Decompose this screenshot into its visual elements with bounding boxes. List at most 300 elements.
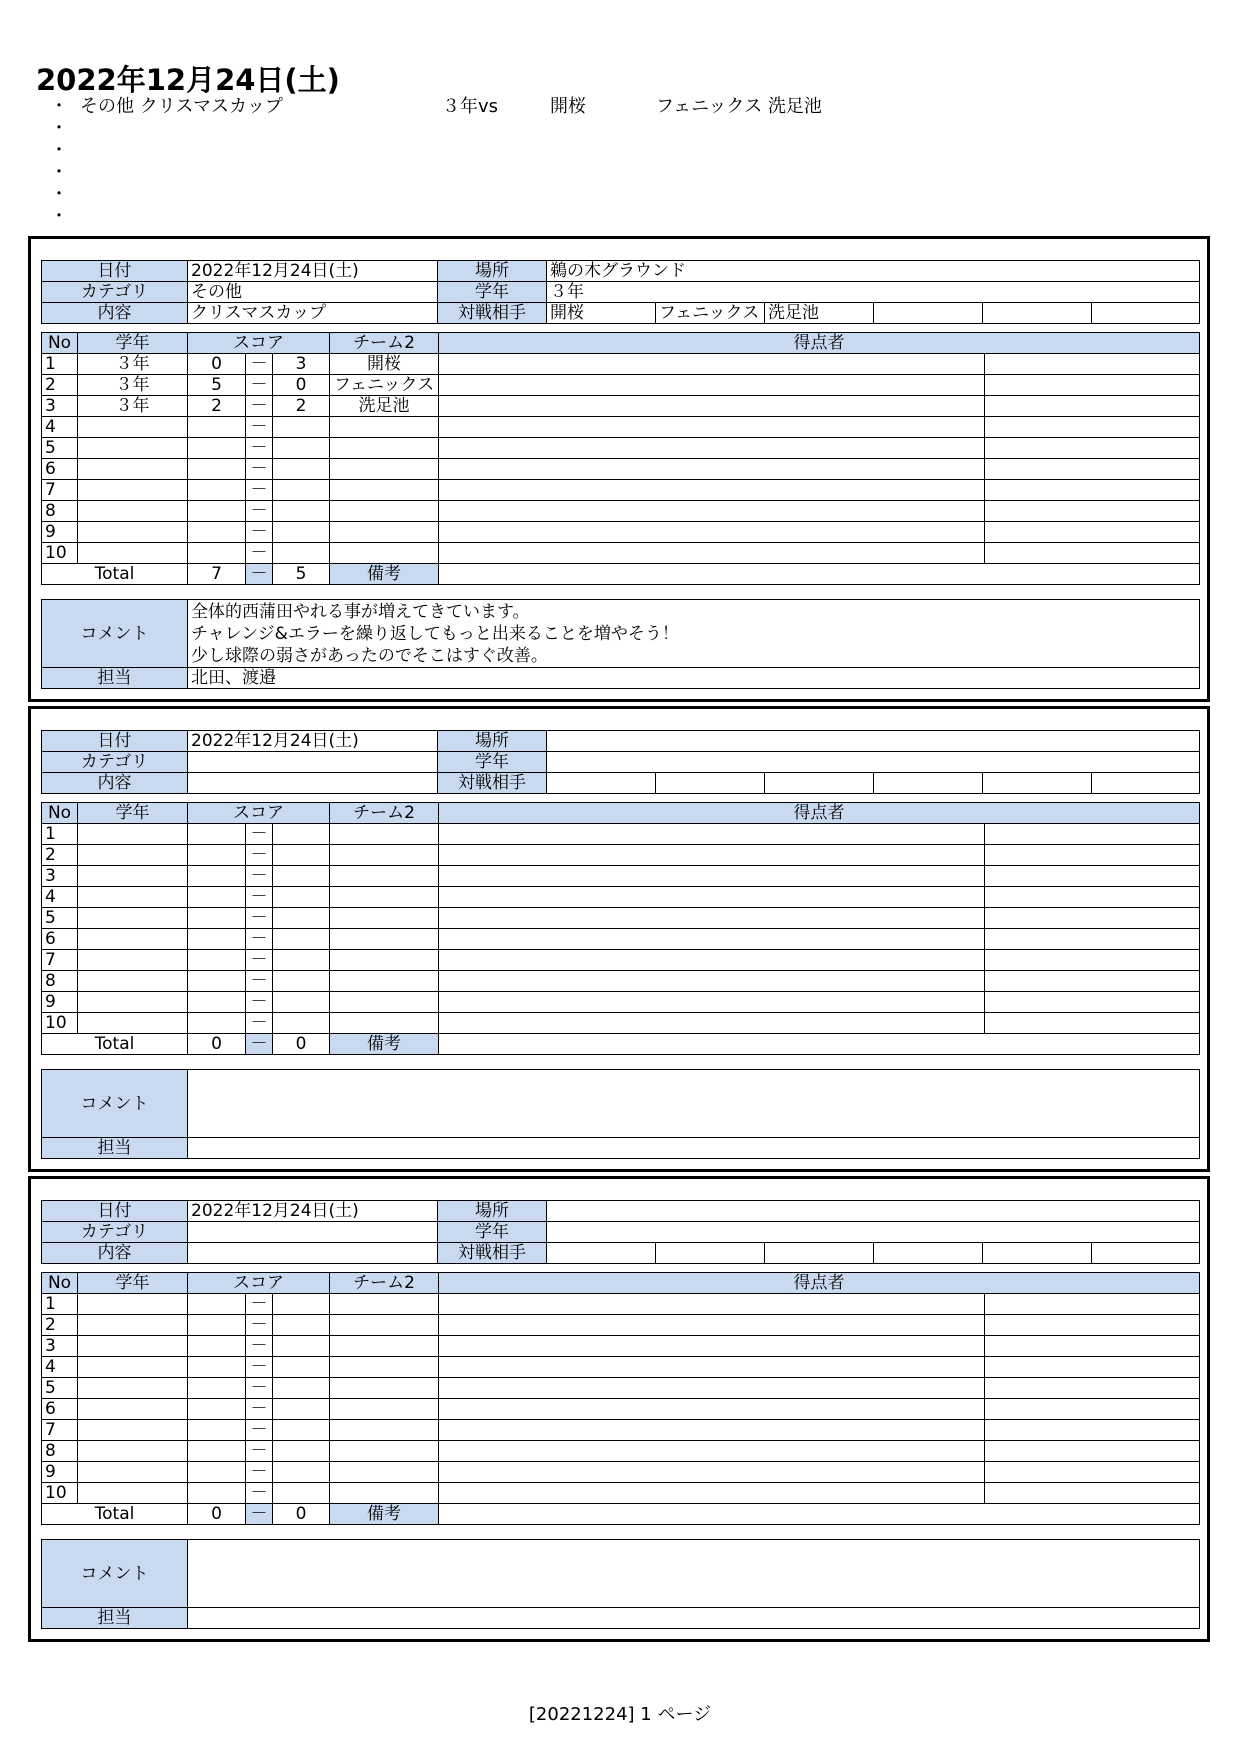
row-no: 8	[42, 501, 78, 522]
grade-header: 学年	[78, 803, 188, 824]
row-team2	[330, 887, 439, 908]
row-score-2	[273, 971, 330, 992]
row-grade	[78, 501, 188, 522]
total-label: Total	[42, 564, 188, 585]
total-label: Total	[42, 1504, 188, 1525]
opponent-label: 対戦相手	[438, 1243, 547, 1264]
comment-line	[191, 1071, 1196, 1093]
grade-label: 学年	[438, 752, 547, 773]
row-dash: －	[246, 992, 273, 1013]
row-team2	[330, 971, 439, 992]
row-scorer-2	[985, 1399, 1200, 1420]
row-grade	[78, 1399, 188, 1420]
no-header: No	[42, 333, 78, 354]
row-score-1	[188, 1441, 246, 1462]
remarks-label: 備考	[330, 1504, 439, 1525]
table-row	[42, 1483, 1200, 1504]
row-score-2	[273, 501, 330, 522]
score-table	[41, 802, 1200, 1055]
row-no: 10	[42, 543, 78, 564]
row-team2	[330, 1462, 439, 1483]
row-score-1	[188, 1357, 246, 1378]
row-score-1	[188, 417, 246, 438]
summary-list	[50, 96, 950, 228]
staff-label: 担当	[42, 668, 188, 689]
row-score-2	[273, 1483, 330, 1504]
row-no: 5	[42, 908, 78, 929]
row-no: 8	[42, 1441, 78, 1462]
row-team2	[330, 1399, 439, 1420]
row-grade	[78, 824, 188, 845]
row-score-1	[188, 1420, 246, 1441]
row-scorer-1	[439, 1483, 985, 1504]
table-row	[42, 950, 1200, 971]
row-dash: －	[246, 1357, 273, 1378]
row-scorer-1	[439, 1420, 985, 1441]
remarks-value	[439, 564, 1200, 585]
no-header: No	[42, 1273, 78, 1294]
table-row	[42, 866, 1200, 887]
summary-line	[50, 96, 950, 118]
row-team2	[330, 459, 439, 480]
table-row	[42, 1441, 1200, 1462]
row-score-2	[273, 1441, 330, 1462]
row-scorer-2	[985, 1378, 1200, 1399]
summary-line	[50, 118, 950, 140]
opponent-value	[874, 1243, 983, 1264]
row-score-1	[188, 1462, 246, 1483]
row-score-1	[188, 459, 246, 480]
row-grade	[78, 929, 188, 950]
row-score-1: 5	[188, 375, 246, 396]
row-score-1	[188, 501, 246, 522]
comment-label: コメント	[42, 1540, 188, 1608]
table-row	[42, 824, 1200, 845]
row-scorer-1	[439, 1357, 985, 1378]
row-team2: フェニックス	[330, 375, 439, 396]
row-no: 6	[42, 929, 78, 950]
row-scorer-2	[985, 824, 1200, 845]
comment-line	[191, 1115, 1196, 1137]
place-value	[547, 731, 1200, 752]
table-row	[42, 1399, 1200, 1420]
summary-line	[50, 140, 950, 162]
row-team2	[330, 438, 439, 459]
row-no: 3	[42, 396, 78, 417]
row-scorer-2	[985, 543, 1200, 564]
row-scorer-1	[439, 1315, 985, 1336]
opponent-value	[983, 1243, 1092, 1264]
total-label: Total	[42, 1034, 188, 1055]
row-score-2	[273, 992, 330, 1013]
no-header: No	[42, 803, 78, 824]
summary-line	[50, 162, 950, 184]
content-value	[188, 773, 438, 794]
staff-label: 担当	[42, 1138, 188, 1159]
row-team2	[330, 480, 439, 501]
row-no: 2	[42, 845, 78, 866]
row-dash: －	[246, 929, 273, 950]
place-value: 鵜の木グラウンド	[547, 261, 1200, 282]
bullet-mark: ・	[50, 96, 68, 117]
row-dash: －	[246, 1378, 273, 1399]
row-team2	[330, 1420, 439, 1441]
row-grade	[78, 1315, 188, 1336]
summary-title: その他 クリスマスカップ	[80, 96, 283, 117]
row-team2	[330, 522, 439, 543]
match-block	[28, 1176, 1210, 1642]
total-score-1: 7	[188, 564, 246, 585]
row-dash: －	[246, 480, 273, 501]
grade-value	[547, 1222, 1200, 1243]
table-row	[42, 1315, 1200, 1336]
table-row	[42, 417, 1200, 438]
row-scorer-1	[439, 1378, 985, 1399]
table-row	[42, 459, 1200, 480]
row-scorer-2	[985, 417, 1200, 438]
opponent-value: 洗足池	[765, 303, 874, 324]
row-scorer-2	[985, 1420, 1200, 1441]
row-score-2	[273, 866, 330, 887]
opponent-value	[874, 773, 983, 794]
row-dash: －	[246, 1420, 273, 1441]
row-scorer-2	[985, 522, 1200, 543]
remarks-label: 備考	[330, 564, 439, 585]
row-grade	[78, 522, 188, 543]
page-footer: [20221224] 1 ページ	[528, 1704, 712, 1725]
row-scorer-1	[439, 1336, 985, 1357]
opponent-label: 対戦相手	[438, 303, 547, 324]
row-score-1	[188, 845, 246, 866]
row-score-2	[273, 1378, 330, 1399]
opponent-value	[1092, 303, 1200, 324]
opponent-label: 対戦相手	[438, 773, 547, 794]
row-scorer-2	[985, 354, 1200, 375]
row-scorer-1	[439, 971, 985, 992]
row-dash: －	[246, 501, 273, 522]
row-scorer-1	[439, 501, 985, 522]
row-no: 9	[42, 1462, 78, 1483]
category-value	[188, 1222, 438, 1243]
row-no: 10	[42, 1483, 78, 1504]
row-team2	[330, 501, 439, 522]
opponent-value	[1092, 773, 1200, 794]
row-team2: 洗足池	[330, 396, 439, 417]
row-dash: －	[246, 1441, 273, 1462]
row-scorer-2	[985, 396, 1200, 417]
total-score-1: 0	[188, 1034, 246, 1055]
total-dash: －	[246, 564, 273, 585]
row-score-1	[188, 908, 246, 929]
table-row	[42, 929, 1200, 950]
row-scorer-2	[985, 459, 1200, 480]
total-score-2: 0	[273, 1504, 330, 1525]
row-dash: －	[246, 1399, 273, 1420]
row-scorer-1	[439, 845, 985, 866]
row-grade	[78, 459, 188, 480]
row-dash: －	[246, 908, 273, 929]
row-scorer-2	[985, 1013, 1200, 1034]
row-scorer-2	[985, 887, 1200, 908]
row-grade	[78, 866, 188, 887]
comment-value	[188, 1540, 1200, 1608]
match-info-table	[41, 260, 1200, 324]
table-row	[42, 522, 1200, 543]
table-row	[42, 1013, 1200, 1034]
row-dash: －	[246, 1315, 273, 1336]
row-grade	[78, 908, 188, 929]
row-dash: －	[246, 1462, 273, 1483]
total-dash: －	[246, 1034, 273, 1055]
row-no: 1	[42, 354, 78, 375]
row-score-2: 2	[273, 396, 330, 417]
row-grade	[78, 887, 188, 908]
row-grade	[78, 1378, 188, 1399]
place-value	[547, 1201, 1200, 1222]
summary-line	[50, 206, 950, 228]
date-label: 日付	[42, 731, 188, 752]
table-row	[42, 1357, 1200, 1378]
table-row	[42, 438, 1200, 459]
opponent-value	[1092, 1243, 1200, 1264]
row-dash: －	[246, 845, 273, 866]
total-score-2: 5	[273, 564, 330, 585]
match-block	[28, 236, 1210, 702]
row-scorer-2	[985, 971, 1200, 992]
content-value: クリスマスカップ	[188, 303, 438, 324]
row-scorer-1	[439, 375, 985, 396]
opponent-value	[547, 1243, 656, 1264]
row-score-2	[273, 1315, 330, 1336]
row-dash: －	[246, 543, 273, 564]
row-no: 6	[42, 459, 78, 480]
content-label: 内容	[42, 773, 188, 794]
row-scorer-1	[439, 438, 985, 459]
row-scorer-2	[985, 438, 1200, 459]
team2-header: チーム2	[330, 1273, 439, 1294]
row-no: 3	[42, 1336, 78, 1357]
row-dash: －	[246, 887, 273, 908]
row-team2	[330, 1357, 439, 1378]
match-block	[28, 706, 1210, 1172]
bullet-mark: ・	[50, 140, 68, 161]
row-no: 9	[42, 522, 78, 543]
row-dash: －	[246, 824, 273, 845]
row-scorer-2	[985, 908, 1200, 929]
comment-line: チャレンジ&エラーを繰り返してもっと出来ることを増やそう！	[191, 624, 679, 644]
row-score-2	[273, 887, 330, 908]
comment-label: コメント	[42, 600, 188, 668]
row-score-1	[188, 1378, 246, 1399]
row-score-2	[273, 908, 330, 929]
row-score-2	[273, 1294, 330, 1315]
row-scorer-1	[439, 1462, 985, 1483]
opponent-value	[656, 773, 765, 794]
match-info-table	[41, 1200, 1200, 1264]
row-grade	[78, 950, 188, 971]
opponent-value: 開桜	[547, 303, 656, 324]
row-score-1	[188, 1013, 246, 1034]
row-score-2	[273, 824, 330, 845]
date-value: 2022年12月24日(土)	[188, 261, 438, 282]
row-dash: －	[246, 950, 273, 971]
row-scorer-1	[439, 354, 985, 375]
row-grade	[78, 543, 188, 564]
row-no: 5	[42, 1378, 78, 1399]
row-scorer-1	[439, 1294, 985, 1315]
content-label: 内容	[42, 1243, 188, 1264]
row-grade: ３年	[78, 354, 188, 375]
row-scorer-1	[439, 866, 985, 887]
row-scorer-1	[439, 459, 985, 480]
table-row	[42, 1420, 1200, 1441]
row-score-2	[273, 1420, 330, 1441]
row-dash: －	[246, 1336, 273, 1357]
table-row	[42, 1336, 1200, 1357]
match-info-table	[41, 730, 1200, 794]
row-score-1	[188, 992, 246, 1013]
table-row	[42, 396, 1200, 417]
table-row	[42, 971, 1200, 992]
row-score-2	[273, 417, 330, 438]
opponent-value	[983, 303, 1092, 324]
row-scorer-1	[439, 908, 985, 929]
row-grade	[78, 438, 188, 459]
row-scorer-1	[439, 950, 985, 971]
row-score-2: 0	[273, 375, 330, 396]
row-grade	[78, 1462, 188, 1483]
row-score-1	[188, 971, 246, 992]
row-score-2	[273, 1357, 330, 1378]
row-score-1	[188, 887, 246, 908]
row-score-1: 0	[188, 354, 246, 375]
row-scorer-2	[985, 1357, 1200, 1378]
row-grade	[78, 480, 188, 501]
row-team2	[330, 950, 439, 971]
row-no: 8	[42, 971, 78, 992]
staff-value	[188, 1138, 1200, 1159]
row-team2	[330, 543, 439, 564]
row-scorer-1	[439, 992, 985, 1013]
row-scorer-2	[985, 1294, 1200, 1315]
table-row	[42, 501, 1200, 522]
grade-value: ３年	[547, 282, 1200, 303]
row-dash: －	[246, 375, 273, 396]
row-score-2	[273, 845, 330, 866]
row-team2	[330, 992, 439, 1013]
comment-label: コメント	[42, 1070, 188, 1138]
summary-line	[50, 184, 950, 206]
row-grade	[78, 1483, 188, 1504]
row-score-1	[188, 543, 246, 564]
comment-table	[41, 1539, 1200, 1629]
content-label: 内容	[42, 303, 188, 324]
scorer-header: 得点者	[439, 333, 1200, 354]
row-score-2	[273, 929, 330, 950]
row-no: 2	[42, 375, 78, 396]
row-dash: －	[246, 459, 273, 480]
row-grade: ３年	[78, 375, 188, 396]
summary-opp1: 開桜	[550, 96, 586, 117]
row-team2	[330, 929, 439, 950]
table-row	[42, 1294, 1200, 1315]
opponent-value	[765, 773, 874, 794]
row-no: 10	[42, 1013, 78, 1034]
row-dash: －	[246, 396, 273, 417]
row-scorer-1	[439, 480, 985, 501]
row-dash: －	[246, 866, 273, 887]
row-dash: －	[246, 354, 273, 375]
total-dash: －	[246, 1504, 273, 1525]
scorer-header: 得点者	[439, 1273, 1200, 1294]
row-scorer-2	[985, 1441, 1200, 1462]
table-row	[42, 354, 1200, 375]
table-row	[42, 1462, 1200, 1483]
row-scorer-1	[439, 396, 985, 417]
row-score-1	[188, 522, 246, 543]
row-team2	[330, 1315, 439, 1336]
row-dash: －	[246, 1483, 273, 1504]
row-team2	[330, 1013, 439, 1034]
row-score-2	[273, 459, 330, 480]
row-no: 5	[42, 438, 78, 459]
row-score-2	[273, 522, 330, 543]
category-label: カテゴリ	[42, 282, 188, 303]
comment-value	[188, 1070, 1200, 1138]
row-scorer-1	[439, 417, 985, 438]
row-dash: －	[246, 971, 273, 992]
summary-grade: ３年vs	[442, 96, 499, 117]
row-no: 6	[42, 1399, 78, 1420]
grade-label: 学年	[438, 282, 547, 303]
row-dash: －	[246, 438, 273, 459]
table-row	[42, 992, 1200, 1013]
row-scorer-1	[439, 824, 985, 845]
row-score-1	[188, 1315, 246, 1336]
score-header: スコア	[188, 803, 330, 824]
category-value	[188, 752, 438, 773]
row-team2	[330, 845, 439, 866]
row-score-2	[273, 1462, 330, 1483]
row-scorer-2	[985, 501, 1200, 522]
comment-table	[41, 1069, 1200, 1159]
row-team2	[330, 1294, 439, 1315]
remarks-value	[439, 1034, 1200, 1055]
comment-line	[191, 1563, 1196, 1585]
opponent-value	[547, 773, 656, 794]
row-score-2: 3	[273, 354, 330, 375]
row-scorer-2	[985, 375, 1200, 396]
grade-label: 学年	[438, 1222, 547, 1243]
row-no: 3	[42, 866, 78, 887]
opponent-value	[656, 1243, 765, 1264]
row-grade	[78, 1357, 188, 1378]
row-scorer-1	[439, 887, 985, 908]
row-team2: 開桜	[330, 354, 439, 375]
row-scorer-2	[985, 1462, 1200, 1483]
row-no: 1	[42, 824, 78, 845]
row-scorer-1	[439, 1399, 985, 1420]
row-grade	[78, 1420, 188, 1441]
row-score-1	[188, 824, 246, 845]
bullet-mark: ・	[50, 162, 68, 183]
row-score-1	[188, 480, 246, 501]
date-value: 2022年12月24日(土)	[188, 731, 438, 752]
row-scorer-2	[985, 1483, 1200, 1504]
row-no: 2	[42, 1315, 78, 1336]
row-team2	[330, 1441, 439, 1462]
row-scorer-1	[439, 543, 985, 564]
